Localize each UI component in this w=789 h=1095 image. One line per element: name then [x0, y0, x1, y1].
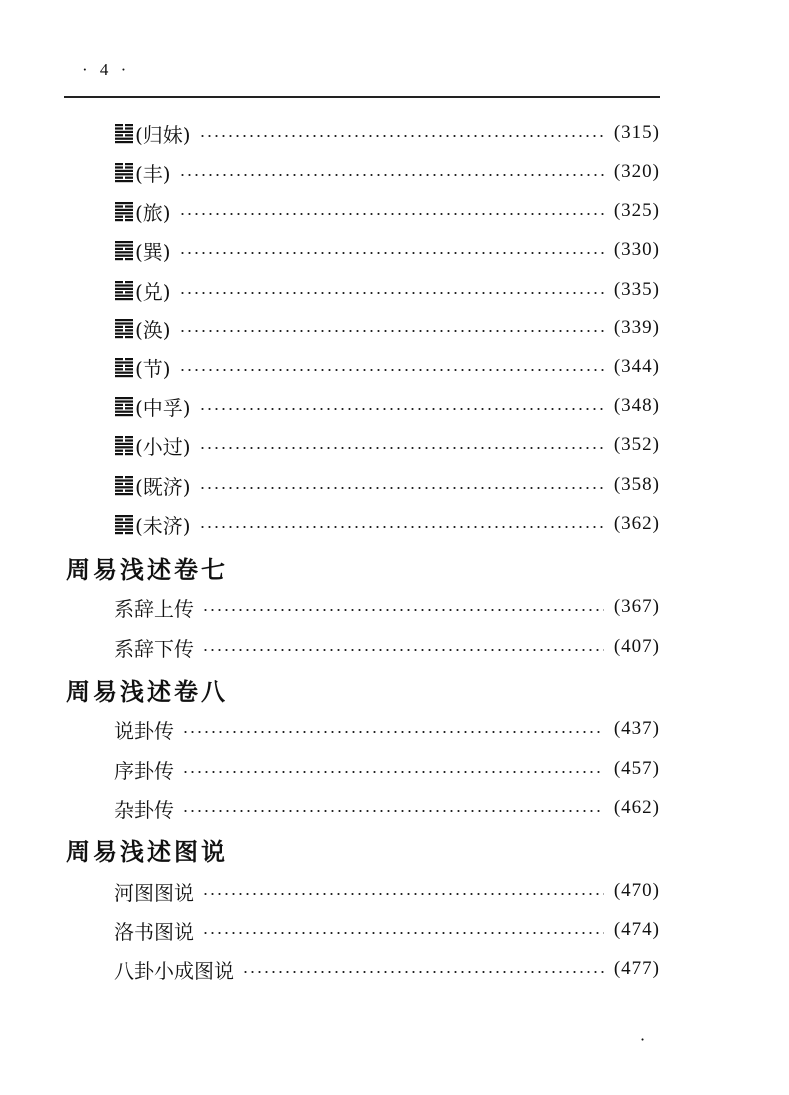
- toc-entry-xiaoguo[interactable]: [114, 430, 660, 460]
- yin-line-segment: [125, 525, 133, 527]
- yang-line: [115, 180, 133, 182]
- yang-line: [115, 170, 133, 172]
- toc-entry-lv[interactable]: [114, 196, 660, 226]
- yang-line: [115, 322, 133, 324]
- entry-title: 系辞上传: [114, 596, 194, 621]
- yin-line-segment: [125, 163, 133, 165]
- toc-entry-dui[interactable]: [114, 275, 660, 305]
- toc-entry-xun[interactable]: [114, 235, 660, 265]
- toc-entry-huan[interactable]: [114, 313, 660, 343]
- hexagram-glyph: [114, 474, 134, 496]
- entry-page: (470): [613, 880, 660, 901]
- dot-leader: [202, 893, 604, 895]
- entry-title: 洛书图说: [114, 919, 194, 944]
- dot-leader: [202, 932, 604, 934]
- toc-entry-guimei[interactable]: [114, 118, 660, 148]
- entry-title: (小过): [135, 434, 191, 459]
- hexagram-xun-icon: [114, 239, 134, 261]
- entry-page: (358): [613, 474, 660, 495]
- toc-entry-xici-shang[interactable]: [114, 592, 660, 622]
- entry-page: (320): [613, 161, 660, 182]
- entry-title: (未济): [135, 513, 191, 538]
- yin-line-segment: [125, 436, 133, 438]
- footer-mark: ·: [640, 1030, 646, 1049]
- yang-line: [115, 479, 133, 481]
- yang-line: [115, 529, 133, 531]
- dot-leader: [182, 771, 604, 773]
- yang-line: [115, 138, 133, 140]
- entry-title: 说卦传: [114, 718, 174, 743]
- hexagram-glyph: [114, 122, 134, 144]
- yin-line-segment: [115, 326, 123, 328]
- dot-leader: [199, 135, 604, 137]
- yin-line-segment: [115, 365, 123, 367]
- yin-line-segment: [125, 358, 133, 360]
- yin-line-segment: [125, 407, 133, 409]
- dot-leader: [182, 810, 604, 812]
- yang-line: [115, 486, 133, 488]
- yang-line: [115, 141, 133, 143]
- yin-line-segment: [125, 476, 133, 478]
- dot-leader: [179, 252, 604, 254]
- toc-entry-zhongfu[interactable]: [114, 391, 660, 421]
- yang-line: [115, 241, 133, 243]
- yin-line-segment: [125, 404, 133, 406]
- yin-line-segment: [115, 407, 123, 409]
- entry-page: (474): [613, 919, 660, 940]
- yin-line-segment: [125, 483, 133, 485]
- hexagram-lv-icon: [114, 200, 134, 222]
- toc-entry-xici-xia[interactable]: [114, 632, 660, 662]
- yin-line-segment: [115, 163, 123, 165]
- yin-line-segment: [125, 291, 133, 293]
- yin-line-segment: [115, 166, 123, 168]
- hexagram-jiji-icon: [114, 474, 134, 496]
- yang-line: [115, 209, 133, 211]
- yin-line-segment: [125, 219, 133, 221]
- yin-line-segment: [115, 258, 123, 260]
- entry-title: 系辞下传: [114, 636, 194, 661]
- hexagram-xiaoguo-icon: [114, 434, 134, 456]
- dot-leader: [202, 609, 604, 611]
- yin-line-segment: [125, 490, 133, 492]
- entry-title: (既济): [135, 474, 191, 499]
- yin-line-segment: [115, 205, 123, 207]
- dot-leader: [179, 174, 604, 176]
- yin-line-segment: [115, 281, 123, 283]
- dot-leader: [179, 213, 604, 215]
- yin-line-segment: [125, 368, 133, 370]
- hexagram-glyph: [114, 161, 134, 183]
- yin-line-segment: [115, 436, 123, 438]
- yang-line: [115, 493, 133, 495]
- yin-line-segment: [125, 248, 133, 250]
- hexagram-glyph: [114, 200, 134, 222]
- page-number-header: · 4 ·: [82, 60, 131, 79]
- entry-page: (362): [613, 513, 660, 534]
- hexagram-weiji-icon: [114, 513, 134, 535]
- entry-page: (315): [613, 122, 660, 143]
- yang-line: [115, 173, 133, 175]
- toc-entry-hetu[interactable]: [114, 876, 660, 906]
- yin-line-segment: [115, 124, 123, 126]
- yin-line-segment: [115, 127, 123, 129]
- dot-leader: [199, 408, 604, 410]
- entry-title: (兑): [135, 279, 171, 304]
- yin-line-segment: [115, 368, 123, 370]
- dot-leader: [179, 369, 604, 371]
- entry-page: (335): [613, 279, 660, 300]
- yin-line-segment: [115, 490, 123, 492]
- yin-line-segment: [125, 365, 133, 367]
- entry-title: (归妹): [135, 122, 191, 147]
- hexagram-glyph: [114, 395, 134, 417]
- yin-line-segment: [115, 404, 123, 406]
- toc-entry-weiji[interactable]: [114, 509, 660, 539]
- yin-line-segment: [125, 134, 133, 136]
- entry-title: 河图图说: [114, 880, 194, 905]
- entry-page: (352): [613, 434, 660, 455]
- hexagram-dui-icon: [114, 279, 134, 301]
- yin-line-segment: [125, 439, 133, 441]
- hexagram-feng-icon: [114, 161, 134, 183]
- yang-line: [115, 244, 133, 246]
- entry-page: (330): [613, 239, 660, 260]
- yang-line: [115, 333, 133, 335]
- yang-line: [115, 202, 133, 204]
- yin-line-segment: [115, 450, 123, 452]
- dot-leader: [199, 487, 604, 489]
- entry-page: (477): [613, 958, 660, 979]
- yang-line: [115, 375, 133, 377]
- toc-entry-jie[interactable]: [114, 352, 660, 382]
- yang-line: [115, 255, 133, 257]
- entry-page: (437): [613, 718, 660, 739]
- yin-line-segment: [125, 177, 133, 179]
- entry-title: 序卦传: [114, 758, 174, 783]
- hexagram-glyph: [114, 513, 134, 535]
- yang-line: [115, 288, 133, 290]
- section-heading-juan8: 周易浅述卷八: [66, 677, 228, 706]
- hexagram-glyph: [114, 239, 134, 261]
- hexagram-jie-icon: [114, 356, 134, 378]
- hexagram-zhongfu-icon: [114, 395, 134, 417]
- yin-line-segment: [125, 216, 133, 218]
- yin-line-segment: [115, 525, 123, 527]
- yin-line-segment: [125, 166, 133, 168]
- yang-line: [115, 212, 133, 214]
- hexagram-glyph: [114, 279, 134, 301]
- yin-line-segment: [125, 532, 133, 534]
- yin-line-segment: [125, 281, 133, 283]
- dot-leader: [179, 292, 604, 294]
- hexagram-huan-icon: [114, 317, 134, 339]
- dot-leader: [199, 447, 604, 449]
- yang-line: [115, 319, 133, 321]
- yin-line-segment: [125, 127, 133, 129]
- yin-line-segment: [115, 358, 123, 360]
- dot-leader: [242, 971, 604, 973]
- hexagram-glyph: [114, 356, 134, 378]
- entry-title: (旅): [135, 200, 171, 225]
- yin-line-segment: [115, 329, 123, 331]
- dot-leader: [202, 649, 604, 651]
- yin-line-segment: [115, 248, 123, 250]
- yang-line: [115, 372, 133, 374]
- toc-entry-shuogua[interactable]: [114, 714, 660, 744]
- yin-line-segment: [125, 336, 133, 338]
- yin-line-segment: [125, 124, 133, 126]
- yin-line-segment: [115, 219, 123, 221]
- entry-page: (348): [613, 395, 660, 416]
- yin-line-segment: [115, 518, 123, 520]
- yin-line-segment: [125, 518, 133, 520]
- section-heading-juan7: 周易浅述卷七: [66, 555, 228, 584]
- header-rule: [64, 96, 660, 98]
- yang-line: [115, 414, 133, 416]
- yang-line: [115, 295, 133, 297]
- yin-line-segment: [125, 453, 133, 455]
- yin-line-segment: [115, 453, 123, 455]
- yin-line-segment: [125, 205, 133, 207]
- dot-leader: [179, 330, 604, 332]
- entry-page: (339): [613, 317, 660, 338]
- entry-page: (367): [613, 596, 660, 617]
- yin-line-segment: [115, 439, 123, 441]
- yang-line: [115, 515, 133, 517]
- entry-title: (巽): [135, 239, 171, 264]
- entry-title: 八卦小成图说: [114, 958, 234, 983]
- yin-line-segment: [115, 134, 123, 136]
- yang-line: [115, 522, 133, 524]
- yin-line-segment: [115, 532, 123, 534]
- yin-line-segment: [115, 483, 123, 485]
- hexagram-glyph: [114, 317, 134, 339]
- yang-line: [115, 284, 133, 286]
- yang-line: [115, 251, 133, 253]
- entry-title: (中孚): [135, 395, 191, 420]
- yin-line-segment: [125, 258, 133, 260]
- dot-leader: [182, 731, 604, 733]
- yin-line-segment: [125, 326, 133, 328]
- yang-line: [115, 361, 133, 363]
- yang-line: [115, 397, 133, 399]
- yang-line: [115, 131, 133, 133]
- toc-entry-bagua-xiaocheng[interactable]: [114, 954, 660, 984]
- entry-page: (407): [613, 636, 660, 657]
- yang-line: [115, 298, 133, 300]
- entry-page: (344): [613, 356, 660, 377]
- toc-entry-jiji[interactable]: [114, 470, 660, 500]
- yang-line: [115, 446, 133, 448]
- yin-line-segment: [125, 450, 133, 452]
- toc-entry-zagua[interactable]: [114, 793, 660, 823]
- dot-leader: [199, 526, 604, 528]
- entry-title: (涣): [135, 317, 171, 342]
- entry-page: (457): [613, 758, 660, 779]
- entry-title: (节): [135, 356, 171, 381]
- toc-entry-luoshu[interactable]: [114, 915, 660, 945]
- yang-line: [115, 400, 133, 402]
- entry-page: (325): [613, 200, 660, 221]
- yin-line-segment: [115, 336, 123, 338]
- entry-title: 杂卦传: [114, 797, 174, 822]
- yin-line-segment: [115, 476, 123, 478]
- yin-line-segment: [125, 329, 133, 331]
- toc-entry-xugua[interactable]: [114, 754, 660, 784]
- hexagram-guimei-icon: [114, 122, 134, 144]
- yin-line-segment: [115, 216, 123, 218]
- toc-entry-feng[interactable]: [114, 157, 660, 187]
- yang-line: [115, 443, 133, 445]
- entry-page: (462): [613, 797, 660, 818]
- entry-title: (丰): [135, 161, 171, 186]
- hexagram-glyph: [114, 434, 134, 456]
- yin-line-segment: [115, 291, 123, 293]
- section-heading-tushuo: 周易浅述图说: [66, 837, 228, 866]
- yin-line-segment: [115, 177, 123, 179]
- yang-line: [115, 411, 133, 413]
